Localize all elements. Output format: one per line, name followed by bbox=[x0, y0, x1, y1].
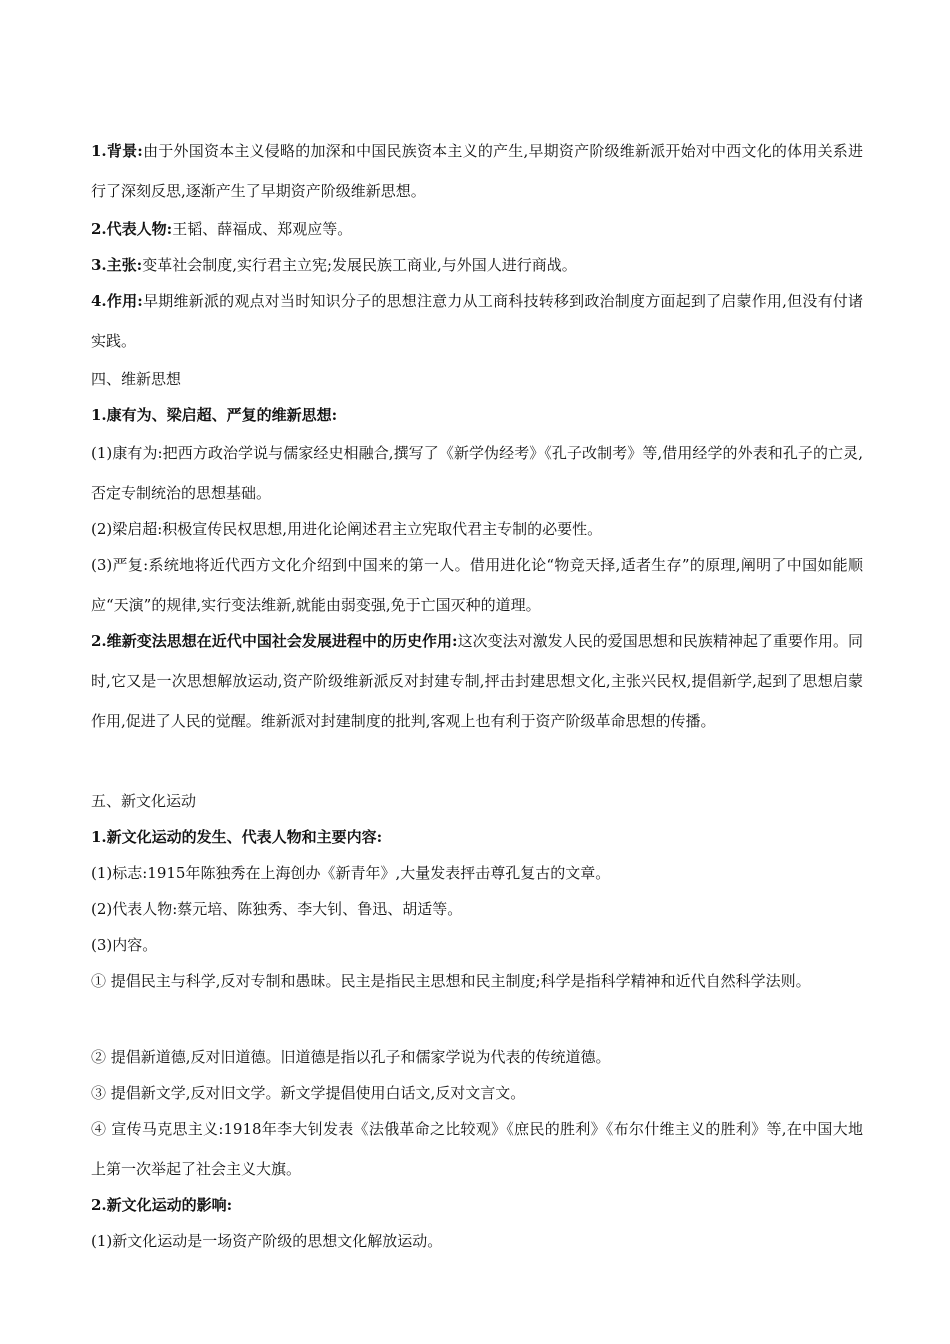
paragraph-historical-role bbox=[91, 621, 863, 741]
text-effect: 早期维新派的观点对当时知识分子的思想注意力从工商科技转移到政治制度方面起到了启蒙作用,但没有付诸实践。 bbox=[91, 292, 864, 350]
text-historical-role: 这次变法对激发人民的爱国思想和民族精神起了重要作用。同时,它又是一次思想解放运动,资产阶级维新派反对封建专制,抨击封建思想文化,主张兴民权,提倡新学,起到了思想启蒙作用,促进了人民的觉醒。维新派对封建制度的批判,客观上也有利于资产阶级革命思想的传播。 bbox=[91, 632, 863, 730]
subheading-reform-thinkers: 1.康有为、梁启超、严复的维新思想: bbox=[91, 406, 338, 424]
text-proposal: 变革社会制度,实行君主立宪;发展民族工商业,与外国人进行商战。 bbox=[142, 256, 577, 274]
label-proposal: 3.主张: bbox=[91, 256, 143, 274]
label-background: 1.背景: bbox=[91, 142, 143, 160]
content-point-1: ① 提倡民主与科学,反对专制和愚昧。民主是指民主思想和民主制度;科学是指科学精神和近代自然科学法则。 bbox=[91, 972, 811, 990]
content-point-3: ③ 提倡新文学,反对旧文学。新文学提倡使用白话文,反对文言文。 bbox=[91, 1084, 526, 1102]
item-figures: (2)代表人物:蔡元培、陈独秀、李大钊、鲁迅、胡适等。 bbox=[91, 900, 463, 918]
text-background: 由于外国资本主义侵略的加深和中国民族资本主义的产生,早期资产阶级维新派开始对中西文化的体用关系进行了深刻反思,逐渐产生了早期资产阶级维新思想。 bbox=[91, 142, 864, 200]
paragraph-representatives bbox=[91, 209, 863, 249]
paragraph-effect bbox=[91, 281, 863, 361]
item-content: (3)内容。 bbox=[91, 936, 158, 954]
text-representatives: 王韬、薛福成、郑观应等。 bbox=[172, 220, 353, 238]
content-point-2: ② 提倡新道德,反对旧道德。旧道德是指以孔子和儒家学说为代表的传统道德。 bbox=[91, 1048, 611, 1066]
content-point-4: ④ 宣传马克思主义:1918年李大钊发表《法俄革命之比较观》《庶民的胜利》《布尔什维主义的胜利》等,在中国大地上第一次举起了社会主义大旗。 bbox=[91, 1120, 863, 1178]
paragraph-background bbox=[91, 131, 863, 211]
subheading-new-culture: 1.新文化运动的发生、代表人物和主要内容: bbox=[91, 828, 383, 846]
item-kang-youwei: (1)康有为:把西方政治学说与儒家经史相融合,撰写了《新学伪经考》《孔子改制考》等,借用经学的外表和孔子的亡灵,否定专制统治的思想基础。 bbox=[91, 444, 863, 502]
paragraph-proposal bbox=[91, 245, 863, 285]
label-representatives: 2.代表人物: bbox=[91, 220, 173, 238]
item-yan-fu: (3)严复:系统地将近代西方文化介绍到中国来的第一人。借用进化论“物竞天择,适者生存”的原理,阐明了中国如能顺应“天演”的规律,实行变法维新,就能由弱变强,免于亡国灭种的道理。 bbox=[91, 556, 863, 614]
section-heading-4: 四、维新思想 bbox=[91, 370, 182, 388]
item-influence-1: (1)新文化运动是一场资产阶级的思想文化解放运动。 bbox=[91, 1232, 443, 1250]
subheading-influence: 2.新文化运动的影响: bbox=[91, 1196, 233, 1214]
section-heading-5: 五、新文化运动 bbox=[91, 792, 197, 810]
label-effect: 4.作用: bbox=[91, 292, 143, 310]
item-marker: (1)标志:1915年陈独秀在上海创办《新青年》,大量发表抨击尊孔复古的文章。 bbox=[91, 864, 611, 882]
item-liang-qichao: (2)梁启超:积极宣传民权思想,用进化论阐述君主立宪取代君主专制的必要性。 bbox=[91, 520, 603, 538]
label-historical-role: 2.维新变法思想在近代中国社会发展进程中的历史作用: bbox=[91, 632, 458, 650]
